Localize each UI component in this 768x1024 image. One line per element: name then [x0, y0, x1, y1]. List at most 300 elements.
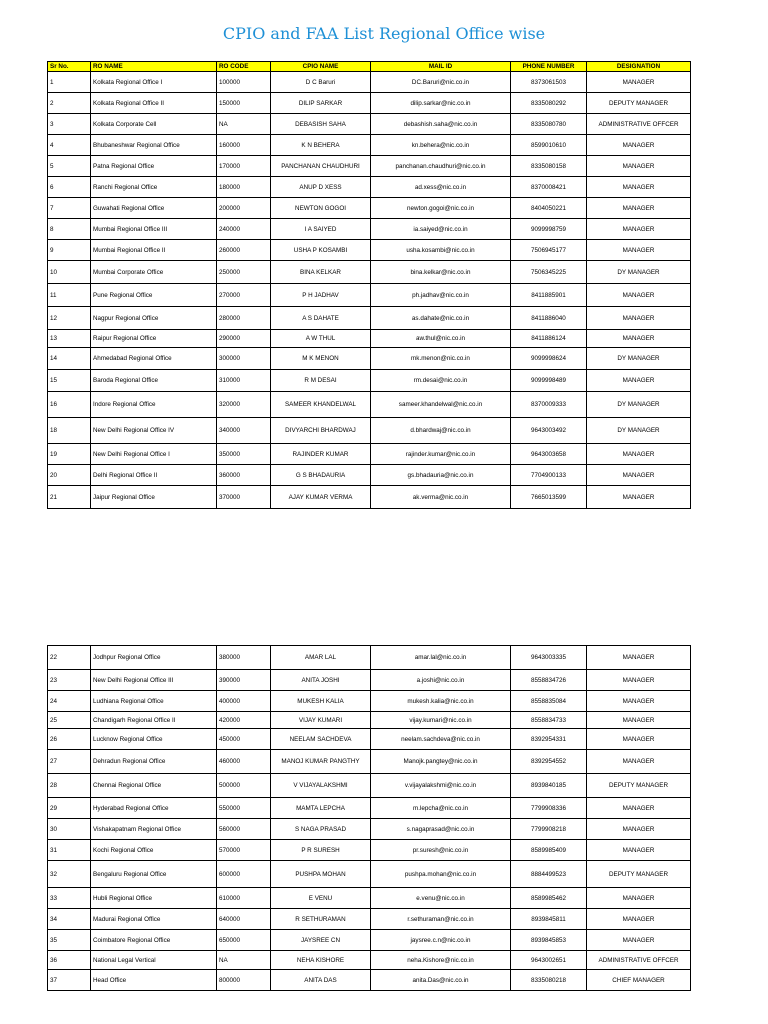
phone-number-cell: 9643002651 [511, 951, 587, 970]
sr-no-cell: 37 [48, 970, 91, 991]
cpio-name-cell: ANITA DAS [271, 970, 371, 991]
phone-number-cell: 7799908336 [511, 798, 587, 819]
cpio-name-cell: PANCHANAN CHAUDHURI [271, 156, 371, 177]
phone-number-cell: 8404050221 [511, 198, 587, 219]
sr-no-cell: 9 [48, 240, 91, 261]
table-row [48, 798, 691, 819]
mail-id-cell: vijay.kumari@nic.co.in [371, 712, 511, 729]
column-header-designation: DESIGNATION [587, 62, 691, 72]
ro-code-cell: 320000 [217, 392, 271, 418]
cpio-name-cell: I A SAIYED [271, 219, 371, 240]
sr-no-cell: 13 [48, 330, 91, 348]
table-row [48, 114, 691, 135]
ro-code-cell: 570000 [217, 840, 271, 861]
designation-cell: MANAGER [587, 840, 691, 861]
table-row [48, 646, 691, 670]
ro-name-cell: Delhi Regional Office II [91, 465, 217, 486]
ro-name-cell: Bhubaneshwar Regional Office [91, 135, 217, 156]
cpio-table-part-2 [47, 645, 691, 991]
phone-number-cell: 8392954552 [511, 750, 587, 774]
phone-number-cell: 7506945177 [511, 240, 587, 261]
cpio-name-cell: ANITA JOSHI [271, 670, 371, 691]
mail-id-cell: Manojk.pangtey@nic.co.in [371, 750, 511, 774]
ro-name-cell: Ranchi Regional Office [91, 177, 217, 198]
phone-number-cell: 8335080218 [511, 970, 587, 991]
ro-code-cell: 650000 [217, 930, 271, 951]
ro-name-cell: Mumbai Regional Office II [91, 240, 217, 261]
cpio-name-cell: R SETHURAMAN [271, 909, 371, 930]
table-row [48, 750, 691, 774]
ro-code-cell: 800000 [217, 970, 271, 991]
table-row [48, 970, 691, 991]
designation-cell: CHIEF MANAGER [587, 970, 691, 991]
ro-code-cell: 420000 [217, 712, 271, 729]
phone-number-cell: 8558835084 [511, 691, 587, 712]
ro-name-cell: Nagpur Regional Office [91, 307, 217, 330]
mail-id-cell: aw.thul@nic.co.in [371, 330, 511, 348]
document-title: CPIO and FAA List Regional Office wise [222, 24, 546, 43]
cpio-name-cell: A W THUL [271, 330, 371, 348]
mail-id-cell: a.joshi@nic.co.in [371, 670, 511, 691]
table-row [48, 444, 691, 465]
ro-name-cell: Raipur Regional Office [91, 330, 217, 348]
phone-number-cell: 7704900133 [511, 465, 587, 486]
cpio-name-cell: MAMTA LEPCHA [271, 798, 371, 819]
designation-cell: MANAGER [587, 284, 691, 307]
cpio-name-cell: A S DAHATE [271, 307, 371, 330]
table-header-row [48, 62, 691, 72]
mail-id-cell: anita.Das@nic.co.in [371, 970, 511, 991]
ro-name-cell: Kolkata Regional Office II [91, 93, 217, 114]
sr-no-cell: 24 [48, 691, 91, 712]
designation-cell: MANAGER [587, 240, 691, 261]
ro-code-cell: 180000 [217, 177, 271, 198]
ro-name-cell: Patna Regional Office [91, 156, 217, 177]
phone-number-cell: 8335080780 [511, 114, 587, 135]
designation-cell: MANAGER [587, 370, 691, 392]
mail-id-cell: bina.kelkar@nic.co.in [371, 261, 511, 284]
table-row [48, 72, 691, 93]
designation-cell: DEPUTY MANAGER [587, 774, 691, 798]
table-row [48, 909, 691, 930]
sr-no-cell: 6 [48, 177, 91, 198]
mail-id-cell: neha.Kishore@nic.co.in [371, 951, 511, 970]
cpio-name-cell: MANOJ KUMAR PANGTHY [271, 750, 371, 774]
mail-id-cell: ph.jadhav@nic.co.in [371, 284, 511, 307]
table-row [48, 307, 691, 330]
table-row [48, 330, 691, 348]
cpio-name-cell: K N BEHERA [271, 135, 371, 156]
cpio-name-cell: NEHA KISHORE [271, 951, 371, 970]
phone-number-cell: 8370009333 [511, 392, 587, 418]
sr-no-cell: 3 [48, 114, 91, 135]
sr-no-cell: 1 [48, 72, 91, 93]
sr-no-cell: 29 [48, 798, 91, 819]
designation-cell: DY MANAGER [587, 418, 691, 444]
ro-code-cell: 250000 [217, 261, 271, 284]
designation-cell: MANAGER [587, 486, 691, 509]
table-row [48, 93, 691, 114]
cpio-name-cell: V VIJAYALAKSHMI [271, 774, 371, 798]
column-header-cpio-name: CPIO NAME [271, 62, 371, 72]
sr-no-cell: 16 [48, 392, 91, 418]
ro-name-cell: Head Office [91, 970, 217, 991]
phone-number-cell: 7665013599 [511, 486, 587, 509]
table-row [48, 774, 691, 798]
mail-id-cell: v.vijayalakshmi@nic.co.in [371, 774, 511, 798]
ro-code-cell: 360000 [217, 465, 271, 486]
sr-no-cell: 4 [48, 135, 91, 156]
table-row [48, 888, 691, 909]
phone-number-cell: 8884499523 [511, 861, 587, 888]
sr-no-cell: 18 [48, 418, 91, 444]
sr-no-cell: 7 [48, 198, 91, 219]
table-body-part-1 [48, 72, 691, 509]
designation-cell: MANAGER [587, 72, 691, 93]
table-row [48, 729, 691, 750]
table-row [48, 284, 691, 307]
ro-code-cell: 150000 [217, 93, 271, 114]
ro-code-cell: 260000 [217, 240, 271, 261]
sr-no-cell: 25 [48, 712, 91, 729]
sr-no-cell: 20 [48, 465, 91, 486]
cpio-name-cell: AMAR LAL [271, 646, 371, 670]
table-row [48, 219, 691, 240]
table-row [48, 819, 691, 840]
ro-code-cell: 290000 [217, 330, 271, 348]
cpio-name-cell: PUSHPA MOHAN [271, 861, 371, 888]
phone-number-cell: 9099998489 [511, 370, 587, 392]
ro-name-cell: Hubli Regional Office [91, 888, 217, 909]
sr-no-cell: 34 [48, 909, 91, 930]
designation-cell: MANAGER [587, 888, 691, 909]
mail-id-cell: pr.suresh@nic.co.in [371, 840, 511, 861]
cpio-name-cell: VIJAY KUMARI [271, 712, 371, 729]
sr-no-cell: 15 [48, 370, 91, 392]
ro-code-cell: 310000 [217, 370, 271, 392]
table-row [48, 951, 691, 970]
ro-code-cell: NA [217, 951, 271, 970]
cpio-name-cell: E VENU [271, 888, 371, 909]
mail-id-cell: kn.behera@nic.co.in [371, 135, 511, 156]
mail-id-cell: gs.bhadauria@nic.co.in [371, 465, 511, 486]
ro-code-cell: NA [217, 114, 271, 135]
phone-number-cell: 8599010610 [511, 135, 587, 156]
ro-code-cell: 500000 [217, 774, 271, 798]
cpio-name-cell: DIVYARCHI BHARDWAJ [271, 418, 371, 444]
sr-no-cell: 26 [48, 729, 91, 750]
ro-code-cell: 270000 [217, 284, 271, 307]
ro-code-cell: 370000 [217, 486, 271, 509]
designation-cell: DY MANAGER [587, 392, 691, 418]
sr-no-cell: 31 [48, 840, 91, 861]
mail-id-cell: debashish.saha@nic.co.in [371, 114, 511, 135]
designation-cell: MANAGER [587, 219, 691, 240]
designation-cell: MANAGER [587, 909, 691, 930]
designation-cell: MANAGER [587, 156, 691, 177]
phone-number-cell: 8373061503 [511, 72, 587, 93]
table-body-part-2 [48, 646, 691, 991]
table-row [48, 840, 691, 861]
mail-id-cell: ad.xess@nic.co.in [371, 177, 511, 198]
mail-id-cell: mukesh.kalia@nic.co.in [371, 691, 511, 712]
phone-number-cell: 8558834733 [511, 712, 587, 729]
designation-cell: ADMINISTRATIVE OFFCER [587, 951, 691, 970]
ro-code-cell: 600000 [217, 861, 271, 888]
cpio-name-cell: R M DESAI [271, 370, 371, 392]
table-row [48, 198, 691, 219]
sr-no-cell: 21 [48, 486, 91, 509]
mail-id-cell: ak.verma@nic.co.in [371, 486, 511, 509]
ro-code-cell: 300000 [217, 348, 271, 370]
ro-name-cell: Jodhpur Regional Office [91, 646, 217, 670]
designation-cell: DY MANAGER [587, 348, 691, 370]
ro-name-cell: Coimbatore Regional Office [91, 930, 217, 951]
cpio-name-cell: NEELAM SACHDEVA [271, 729, 371, 750]
phone-number-cell: 8589985462 [511, 888, 587, 909]
ro-code-cell: 240000 [217, 219, 271, 240]
ro-name-cell: Pune Regional Office [91, 284, 217, 307]
ro-name-cell: Mumbai Corporate Office [91, 261, 217, 284]
designation-cell: MANAGER [587, 646, 691, 670]
ro-code-cell: 560000 [217, 819, 271, 840]
designation-cell: MANAGER [587, 819, 691, 840]
sr-no-cell: 2 [48, 93, 91, 114]
mail-id-cell: rajinder.kumar@nic.co.in [371, 444, 511, 465]
sr-no-cell: 28 [48, 774, 91, 798]
cpio-name-cell: BINA KELKAR [271, 261, 371, 284]
ro-name-cell: Chennai Regional Office [91, 774, 217, 798]
table-row [48, 392, 691, 418]
phone-number-cell: 8370008421 [511, 177, 587, 198]
table-row [48, 465, 691, 486]
phone-number-cell: 8939845853 [511, 930, 587, 951]
ro-code-cell: 460000 [217, 750, 271, 774]
mail-id-cell: mk.menon@nic.co.in [371, 348, 511, 370]
table-row [48, 370, 691, 392]
mail-id-cell: amar.lal@nic.co.in [371, 646, 511, 670]
table-row [48, 177, 691, 198]
cpio-name-cell: D C Baruri [271, 72, 371, 93]
cpio-name-cell: NEWTON GOGOI [271, 198, 371, 219]
designation-cell: DY MANAGER [587, 261, 691, 284]
phone-number-cell: 8411885901 [511, 284, 587, 307]
ro-name-cell: Mumbai Regional Office III [91, 219, 217, 240]
table-row [48, 135, 691, 156]
ro-name-cell: Madurai Regional Office [91, 909, 217, 930]
mail-id-cell: newton.gogoi@nic.co.in [371, 198, 511, 219]
mail-id-cell: ia.saiyed@nic.co.in [371, 219, 511, 240]
designation-cell: MANAGER [587, 670, 691, 691]
phone-number-cell: 8335080158 [511, 156, 587, 177]
ro-name-cell: Chandigarh Regional Office II [91, 712, 217, 729]
mail-id-cell: r.sethuraman@nic.co.in [371, 909, 511, 930]
column-header-ro-code: RO CODE [217, 62, 271, 72]
ro-code-cell: 640000 [217, 909, 271, 930]
mail-id-cell: as.dahate@nic.co.in [371, 307, 511, 330]
designation-cell: MANAGER [587, 691, 691, 712]
mail-id-cell: usha.kosambi@nic.co.in [371, 240, 511, 261]
designation-cell: DEPUTY MANAGER [587, 93, 691, 114]
ro-name-cell: Guwahati Regional Office [91, 198, 217, 219]
table-row [48, 691, 691, 712]
column-header-mail-id: MAIL ID [371, 62, 511, 72]
ro-code-cell: 550000 [217, 798, 271, 819]
mail-id-cell: s.nagaprasad@nic.co.in [371, 819, 511, 840]
phone-number-cell: 8392954331 [511, 729, 587, 750]
cpio-table-part-1 [47, 61, 691, 509]
cpio-name-cell: SAMEER KHANDELWAL [271, 392, 371, 418]
designation-cell: MANAGER [587, 750, 691, 774]
designation-cell: MANAGER [587, 729, 691, 750]
sr-no-cell: 14 [48, 348, 91, 370]
ro-code-cell: 200000 [217, 198, 271, 219]
ro-name-cell: Ludhiana Regional Office [91, 691, 217, 712]
phone-number-cell: 7506345225 [511, 261, 587, 284]
ro-name-cell: Kochi Regional Office [91, 840, 217, 861]
ro-name-cell: New Delhi Regional Office I [91, 444, 217, 465]
sr-no-cell: 36 [48, 951, 91, 970]
sr-no-cell: 10 [48, 261, 91, 284]
designation-cell: MANAGER [587, 798, 691, 819]
mail-id-cell: sameer.khandelwal@nic.co.in [371, 392, 511, 418]
table-row [48, 348, 691, 370]
cpio-name-cell: DEBASISH SAHA [271, 114, 371, 135]
sr-no-cell: 22 [48, 646, 91, 670]
phone-number-cell: 8589985409 [511, 840, 587, 861]
designation-cell: MANAGER [587, 330, 691, 348]
ro-code-cell: 350000 [217, 444, 271, 465]
ro-name-cell: National Legal Vertical [91, 951, 217, 970]
designation-cell: MANAGER [587, 135, 691, 156]
ro-code-cell: 340000 [217, 418, 271, 444]
sr-no-cell: 12 [48, 307, 91, 330]
designation-cell: MANAGER [587, 712, 691, 729]
cpio-name-cell: ANUP D XESS [271, 177, 371, 198]
column-header-phone-number: PHONE NUMBER [511, 62, 587, 72]
phone-number-cell: 8411886040 [511, 307, 587, 330]
mail-id-cell: jaysree.c.n@nic.co.in [371, 930, 511, 951]
cpio-name-cell: G S BHADAURIA [271, 465, 371, 486]
mail-id-cell: rm.desai@nic.co.in [371, 370, 511, 392]
sr-no-cell: 27 [48, 750, 91, 774]
sr-no-cell: 8 [48, 219, 91, 240]
ro-code-cell: 450000 [217, 729, 271, 750]
ro-name-cell: New Delhi Regional Office III [91, 670, 217, 691]
designation-cell: MANAGER [587, 198, 691, 219]
designation-cell: MANAGER [587, 465, 691, 486]
phone-number-cell: 8335080292 [511, 93, 587, 114]
designation-cell: ADMINISTRATIVE OFFCER [587, 114, 691, 135]
cpio-name-cell: DILIP SARKAR [271, 93, 371, 114]
ro-name-cell: Bengaluru Regional Office [91, 861, 217, 888]
table-row [48, 670, 691, 691]
mail-id-cell: DC.Baruri@nic.co.in [371, 72, 511, 93]
column-header-sr-no: Sr No. [48, 62, 91, 72]
phone-number-cell: 8558834726 [511, 670, 587, 691]
phone-number-cell: 8939840185 [511, 774, 587, 798]
cpio-name-cell: RAJINDER KUMAR [271, 444, 371, 465]
mail-id-cell: d.bhardwaj@nic.co.in [371, 418, 511, 444]
cpio-name-cell: M K MENON [271, 348, 371, 370]
table-row [48, 861, 691, 888]
table-row [48, 156, 691, 177]
sr-no-cell: 5 [48, 156, 91, 177]
ro-name-cell: Vishakapatnam Regional Office [91, 819, 217, 840]
phone-number-cell: 9099998624 [511, 348, 587, 370]
ro-name-cell: Lucknow Regional Office [91, 729, 217, 750]
mail-id-cell: neelam.sachdeva@nic.co.in [371, 729, 511, 750]
designation-cell: MANAGER [587, 444, 691, 465]
phone-number-cell: 7799908218 [511, 819, 587, 840]
column-header-ro-name: RO NAME [91, 62, 217, 72]
sr-no-cell: 35 [48, 930, 91, 951]
cpio-name-cell: AJAY KUMAR VERMA [271, 486, 371, 509]
ro-name-cell: Indore Regional Office [91, 392, 217, 418]
table-row [48, 240, 691, 261]
ro-name-cell: Kolkata Regional Office I [91, 72, 217, 93]
phone-number-cell: 9643003492 [511, 418, 587, 444]
ro-code-cell: 280000 [217, 307, 271, 330]
ro-name-cell: Jaipur Regional Office [91, 486, 217, 509]
mail-id-cell: e.venu@nic.co.in [371, 888, 511, 909]
ro-name-cell: Hyderabad Regional Office [91, 798, 217, 819]
table-row [48, 712, 691, 729]
sr-no-cell: 19 [48, 444, 91, 465]
ro-code-cell: 610000 [217, 888, 271, 909]
phone-number-cell: 9643003335 [511, 646, 587, 670]
cpio-name-cell: JAYSREE CN [271, 930, 371, 951]
table-row [48, 486, 691, 509]
ro-name-cell: New Delhi Regional Office IV [91, 418, 217, 444]
ro-name-cell: Kolkata Corporate Cell [91, 114, 217, 135]
ro-code-cell: 400000 [217, 691, 271, 712]
phone-number-cell: 9099998759 [511, 219, 587, 240]
sr-no-cell: 11 [48, 284, 91, 307]
mail-id-cell: m.lepcha@nic.co.in [371, 798, 511, 819]
phone-number-cell: 8939845811 [511, 909, 587, 930]
mail-id-cell: pushpa.mohan@nic.co.in [371, 861, 511, 888]
sr-no-cell: 32 [48, 861, 91, 888]
ro-code-cell: 100000 [217, 72, 271, 93]
sr-no-cell: 23 [48, 670, 91, 691]
phone-number-cell: 9643003658 [511, 444, 587, 465]
ro-code-cell: 160000 [217, 135, 271, 156]
designation-cell: MANAGER [587, 177, 691, 198]
designation-cell: DEPUTY MANAGER [587, 861, 691, 888]
ro-name-cell: Baroda Regional Office [91, 370, 217, 392]
table-row [48, 261, 691, 284]
table-row [48, 930, 691, 951]
ro-name-cell: Ahmedabad Regional Office [91, 348, 217, 370]
cpio-name-cell: MUKESH KALIA [271, 691, 371, 712]
mail-id-cell: panchanan.chaudhuri@nic.co.in [371, 156, 511, 177]
phone-number-cell: 8411886124 [511, 330, 587, 348]
ro-code-cell: 380000 [217, 646, 271, 670]
sr-no-cell: 33 [48, 888, 91, 909]
cpio-name-cell: S NAGA PRASAD [271, 819, 371, 840]
designation-cell: MANAGER [587, 307, 691, 330]
ro-code-cell: 170000 [217, 156, 271, 177]
sr-no-cell: 30 [48, 819, 91, 840]
mail-id-cell: dilip.sarkar@nic.co.in [371, 93, 511, 114]
table-row [48, 418, 691, 444]
cpio-name-cell: USHA P KOSAMBI [271, 240, 371, 261]
ro-code-cell: 390000 [217, 670, 271, 691]
cpio-name-cell: P H JADHAV [271, 284, 371, 307]
designation-cell: MANAGER [587, 930, 691, 951]
ro-name-cell: Dehradun Regional Office [91, 750, 217, 774]
